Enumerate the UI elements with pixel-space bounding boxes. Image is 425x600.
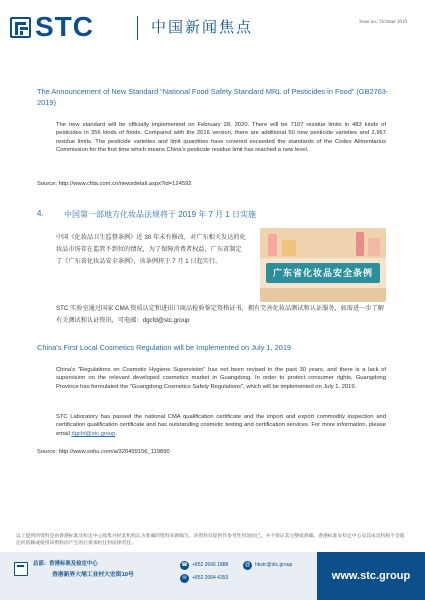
- disclaimer: 以上提到的资料是由香港标准及检定中心收集并经其机构认为准确的资料来源编写。该资料仅提供作参考性用途而已，并不保证其完整或准确。香港标准及检定中心及其成员机构不会就任何依赖或使用该资料而产生的后果承担任何法律责任。: [16, 534, 405, 547]
- bottle-icon: [268, 234, 277, 256]
- fax-icon: ✉: [180, 574, 189, 583]
- page-title: 中国新闻焦点: [151, 19, 254, 36]
- article2-stc-note: [56, 413, 386, 438]
- page-footer: [0, 552, 425, 600]
- footer-logo-icon: [14, 562, 28, 576]
- email-icon: @: [244, 562, 251, 568]
- stc-note-cn: STC 实验室通过国家 CMA 资质认定和进出口商品检验鉴定资格证书，拥有完善化妆品测试和认证服务，如需进一步了解有关测试和认证资讯，可电邮：dgcfd@stc.group: [56, 305, 384, 324]
- issue-number: Issue no.: October 2019: [359, 20, 407, 25]
- footer-address: 香港新界大埔工业村大宏街10号: [52, 572, 134, 578]
- footer-fax: +852 2664 4353: [192, 575, 229, 581]
- section-number: 4.: [37, 209, 44, 218]
- section-body-cn: 中国《化妆品卫生监督条例》近 30 年未有修改，对广东相关发达的化妆品市场存在监管不到位的情况，为了保障消费者权益，广东省制定了《广东省化妆品安全条例》，该条例将于 7 月 1 日起实行。: [56, 234, 246, 265]
- image-banner-text: 广东省化妆品安全条例: [266, 263, 380, 283]
- email-link[interactable]: dgcfd@stc.group: [71, 430, 116, 437]
- jar-icon: [282, 240, 296, 256]
- footer-website[interactable]: www.stc.group: [317, 552, 425, 600]
- image-base: [260, 288, 386, 302]
- article2-source: Source: http://www.sohu.com/a/320499156_119890: [37, 449, 170, 455]
- section-title: 中国第一部地方化妆品法规将于 2019 年 7 月 1 日实施: [64, 210, 257, 219]
- stc-note-end: .: [115, 430, 118, 437]
- article2-body: China's "Regulations on Cosmetic Hygiene Supervision" has not been revised in the past 30 years, and there is a lack of supervision on the relevant developed cosmetics market in Guangdong. In order to protect consumer rights, Guangdong Province has formulated the "Guangdong Cosmetics Safety Regulations", which will be implemented on July 1, 2019.: [56, 367, 386, 390]
- phone-icon: ☎: [181, 562, 188, 568]
- article1-body: The new standard will be officially implemented on February 28, 2020. There will be 7107 residue limits in 483 kinds of pesticides in 356 kinds of foods. Compared with the 2016 version, there are additional 50 new pesticide varieties and 2,967 residue limits. The pesticide varieties and limit quantities have covered exceeded the standards of the Codex Alimentarius Commission for the first time which means China's pesticide residue limit has reached a new level.: [56, 122, 386, 154]
- header-divider: [137, 16, 138, 40]
- footer-phone: +852 2666 1888: [192, 562, 229, 568]
- cosmetics-regulation-image: [260, 228, 386, 302]
- logo-text: STC: [35, 11, 94, 42]
- article2-heading: China's First Local Cosmetics Regulation will be Implemented on July 1, 2019: [37, 343, 292, 352]
- stc-note-text: STC Laboratory has passed the national CMA qualification certificate and the import and export commodity inspection and certification qualification certificate and has outstanding cosmetic testing and certification services. For more information, please email: [56, 414, 386, 437]
- article1-heading: The Announcement of New Standard “National Food Safety Standard MRL of Pesticides in Food” (GB2763-2019): [37, 87, 389, 107]
- footer-email[interactable]: hkstc@stc.group: [255, 562, 293, 568]
- stc-logo-icon: [10, 17, 31, 38]
- article1-source: Source: http://www.cfda.com.cn/newsdetail.aspx?id=124592: [37, 181, 192, 187]
- footer-org-name: 总部：香港标准及检定中心: [33, 561, 98, 567]
- lipstick-icon: [356, 232, 364, 256]
- cream-icon: [368, 238, 380, 256]
- page-header: [0, 0, 425, 52]
